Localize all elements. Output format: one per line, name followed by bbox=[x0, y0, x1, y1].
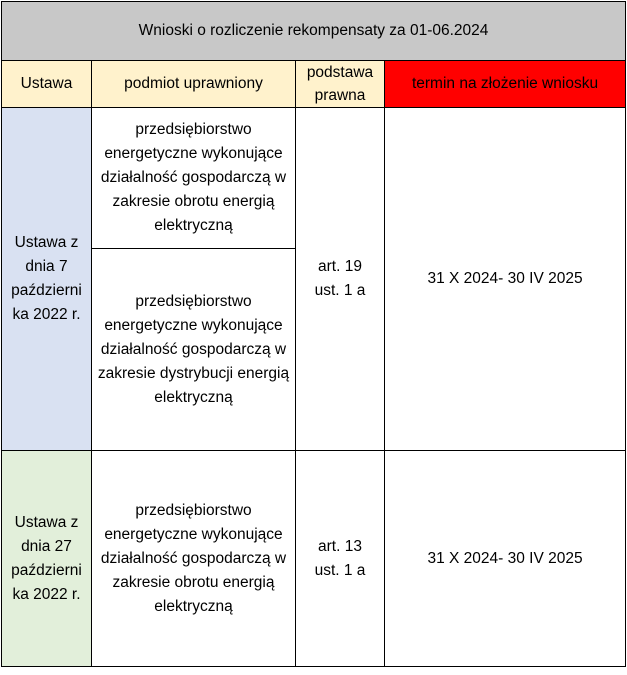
podmiot-cell: przedsiębiorstwo energetyczne wykonujące działalność gospodarczą w zakresie dystrybucji energią elektryczną bbox=[92, 249, 296, 451]
header-ustawa: Ustawa bbox=[2, 61, 92, 108]
header-podstawa bbox=[296, 61, 385, 108]
podmiot-cell: przedsiębiorstwo energetyczne wykonujące działalność gospodarczą w zakresie obrotu energią elektryczną bbox=[92, 451, 296, 667]
header-termin: termin na złożenie wniosku bbox=[385, 61, 626, 108]
podstawa-cell-1: art. 19 ust. 1 a bbox=[296, 108, 385, 451]
podstawa-cell-2: art. 13 ust. 1 a bbox=[296, 451, 385, 667]
termin-cell-2: 31 X 2024- 30 IV 2025 bbox=[385, 451, 626, 667]
header-podstawa-line1: podstawa bbox=[306, 64, 374, 81]
header-podmiot: podmiot uprawniony bbox=[92, 61, 296, 108]
ustawa-cell-1: Ustawa z dnia 7 październi ka 2022 r. bbox=[2, 108, 92, 451]
rekompensata-table bbox=[1, 1, 626, 667]
podmiot-cell: przedsiębiorstwo energetyczne wykonujące działalność gospodarczą w zakresie obrotu energią elektryczną bbox=[92, 108, 296, 249]
header-podstawa-line2: prawna bbox=[314, 87, 366, 104]
ustawa-cell-2: Ustawa z dnia 27 październi ka 2022 r. bbox=[2, 451, 92, 667]
table-title: Wnioski o rozliczenie rekompensaty za 01-06.2024 bbox=[2, 2, 626, 61]
termin-cell-1: 31 X 2024- 30 IV 2025 bbox=[385, 108, 626, 451]
